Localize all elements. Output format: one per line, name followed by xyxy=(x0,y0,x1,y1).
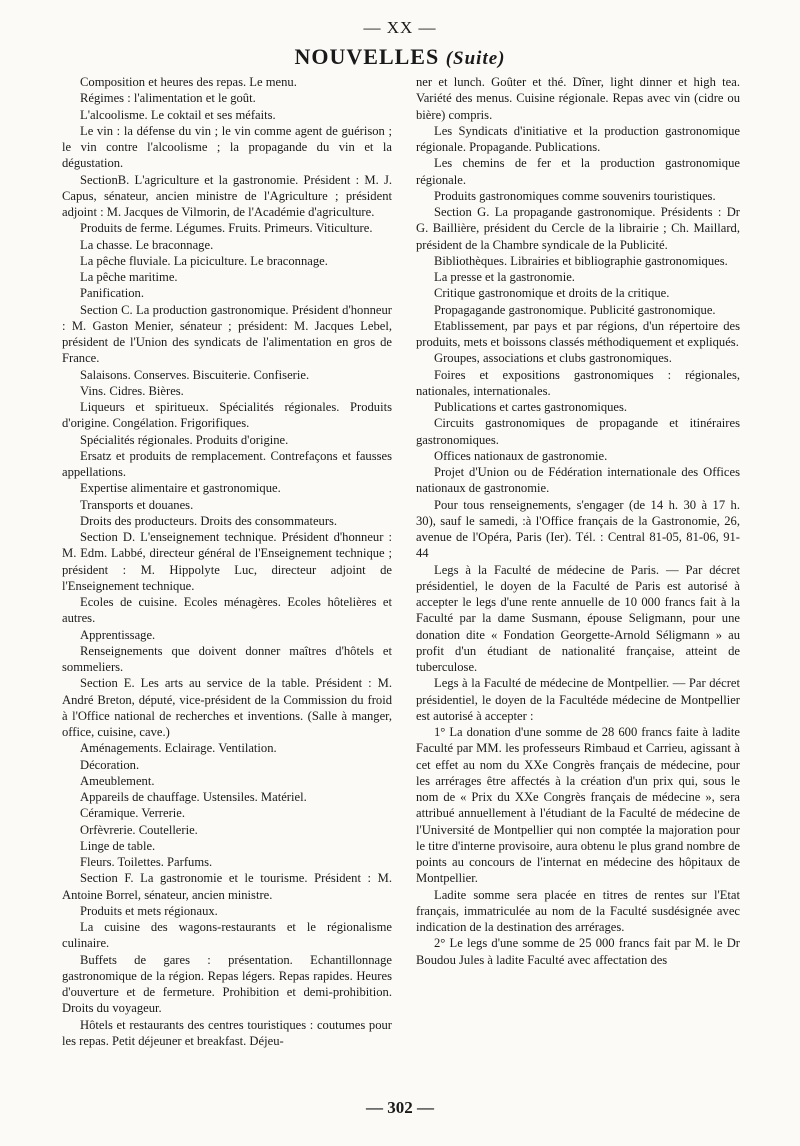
paragraph: La presse et la gastronomie. xyxy=(434,270,575,284)
paragraph: Régimes : l'alimentation et le goût. xyxy=(80,91,256,106)
paragraph: ner et lunch. Goûter et thé. Dîner, light dinner et high tea. Variété des menus. Cuisine régionale. Repas avec vin (cidre ou bière) compris. xyxy=(416,75,740,122)
paragraph: Legs à la Faculté de médecine de Paris. — Par décret présidentiel, le doyen de la Faculté de Paris est autorisé à accepter le legs d'une rente annuelle de 10 000 francs fait à la Faculté par la dame Susmann, épouse Seligmann, pour une donation dite « Fondation Georgette-Arnold Séligmann » au profit d'un étudiant de nationalité française, atteint de tuberculose. xyxy=(416,562,740,674)
paragraph: Les chemins de fer et la production gastronomique régionale. xyxy=(416,156,740,187)
paragraph: Bibliothèques. Librairies et bibliographie gastronomiques. xyxy=(434,253,728,268)
paragraph: Section E. Les arts au service de la table. Président : M. André Breton, député, vice-président de la Commission du froid à l'Office national de recherches et inventions. (Salle à manger, office, cuisine, cave.) xyxy=(62,676,392,739)
paragraph: Droits des producteurs. Droits des consommateurs. xyxy=(80,513,338,528)
paragraph: Offices nationaux de gastronomie. xyxy=(434,448,608,463)
paragraph: Expertise alimentaire et gastronomique. xyxy=(80,481,281,496)
paragraph: 2° Le legs d'une somme de 25 000 francs fait par M. le Dr Boudou Jules à ladite Faculté avec affectation des xyxy=(416,936,740,967)
paragraph: Pour tous renseignements, s'engager (de 14 h. 30 à 17 h. 30), sauf le samedi, :à l'Office français de la Gastronomie, 26, avenue de l'Opéra, Paris (Ier). Tél. : Central 81-05, 81-06, 91-44 xyxy=(416,497,740,561)
paragraph: La cuisine des wagons-restaurants et le régionalisme culinaire. xyxy=(62,920,392,951)
paragraph: Les Syndicats d'initiative et la production gastronomique régionale. Propagande. Publications. xyxy=(416,123,740,154)
paragraph: Appareils de chauffage. Ustensiles. Matériel. xyxy=(80,790,307,804)
paragraph: Transports et douanes. xyxy=(80,497,194,512)
paragraph: La chasse. Le braconnage. xyxy=(80,237,214,252)
paragraph: Panification. xyxy=(80,286,145,301)
paragraph: La pêche fluviale. La piciculture. Le braconnage. xyxy=(80,253,328,268)
page-title xyxy=(0,44,800,70)
paragraph: Spécialités régionales. Produits d'origine. xyxy=(80,432,289,447)
paragraph: Liqueurs et spiritueux. Spécialités régionales. Produits d'origine. Congélation. Frigorifiques. xyxy=(62,400,392,431)
paragraph: La pêche maritime. xyxy=(80,270,178,284)
title-suffix: (Suite) xyxy=(445,48,506,69)
paragraph: Composition et heures des repas. Le menu. xyxy=(80,75,297,89)
paragraph: Fleurs. Toilettes. Parfums. xyxy=(80,855,213,869)
paragraph: Produits gastronomiques comme souvenirs touristiques. xyxy=(434,188,716,203)
page-number: — 302 — xyxy=(366,1098,434,1117)
paragraph: Le vin : la défense du vin ; le vin comme agent de guérison ; le vin contre l'alcoolisme ; la propagande du vin et la dégustation. xyxy=(62,123,392,171)
paragraph: Section F. La gastronomie et le tourisme. Président : M. Antoine Borrel, sénateur, ancien ministre. xyxy=(62,871,392,902)
paragraph: Publications et cartes gastronomiques. xyxy=(434,400,628,414)
paragraph: Produits de ferme. Légumes. Fruits. Primeurs. Viticulture. xyxy=(80,221,373,236)
paragraph: Produits et mets régionaux. xyxy=(80,903,218,918)
paragraph: Section C. La production gastronomique. Président d'honneur : M. Gaston Menier, sénateur ; président: M. Jacques Lebel, président de l'Union des syndicats de l'alimentation en gros de France. xyxy=(62,302,392,366)
paragraph: Décoration. xyxy=(80,757,140,772)
paragraph: Circuits gastronomiques de propagande et itinéraires gastronomiques. xyxy=(416,416,740,447)
paragraph: Etablissement, par pays et par régions, d'un répertoire des produits, mets et boissons classés méthodiquement et expliqués. xyxy=(416,318,740,349)
paragraph: Section D. L'enseignement technique. Président d'honneur : M. Edm. Labbé, directeur général de l'Enseignement technique ; président : M. Hippolyte Luc, directeur adjoint de l'Enseignement technique. xyxy=(62,530,392,593)
paragraph: Ersatz et produits de remplacement. Contrefaçons et fausses appellations. xyxy=(62,448,392,479)
paragraph: Foires et expositions gastronomiques : régionales, nationales, internationales. xyxy=(416,367,740,398)
paragraph: L'alcoolisme. Le coktail et ses méfaits. xyxy=(80,107,276,122)
paragraph: Hôtels et restaurants des centres touristiques : coutumes pour les repas. Petit déjeuner et breakfast. Déjeu- xyxy=(62,1017,392,1048)
paragraph: Groupes, associations et clubs gastronomiques. xyxy=(434,351,672,366)
paragraph: Vins. Cidres. Bières. xyxy=(80,383,184,398)
paragraph: Legs à la Faculté de médecine de Montpellier. — Par décret présidentiel, le doyen de la Facultéde médecine de Montpellier est autorisé à accepter : xyxy=(416,676,740,723)
paragraph: Ecoles de cuisine. Ecoles ménagères. Ecoles hôtelières et autres. xyxy=(62,595,392,626)
paragraph: Section G. La propagande gastronomique. Présidents : Dr G. Baillière, président du Cercle de la librairie ; Ch. Maillard, président de la Chambre syndicale de la Publicité. xyxy=(416,205,740,252)
page-roman-numeral: — XX — xyxy=(363,18,437,37)
paragraph: Propagagande gastronomique. Publicité gastronomique. xyxy=(434,302,716,317)
paragraph: 1° La donation d'une somme de 28 600 francs faite à ladite Faculté par MM. les professeurs Rimbaud et Carrieu, agissant à cet effet au nom du XXe Congrès français de médecine, pour les arrérages être affectés à la création d'un prix qui, sous le nom de « Prix du XXe Congrès français de médecine », sera attribué annuellement à l'étudiant de la Faculté de médecine de l'Université de Montpellier qui non comptée la majoration pour le titre d'interne provisoire, aura obtenu le plus grand nombre de points au concours de l'internat en médecine des hôpitaux de Montpellier. xyxy=(416,725,740,886)
left-column xyxy=(62,74,392,1049)
paragraph: Aménagements. Eclairage. Ventilation. xyxy=(80,741,277,756)
paragraph: Céramique. Verrerie. xyxy=(80,806,186,821)
right-column xyxy=(416,74,740,968)
paragraph: SectionB. L'agriculture et la gastronomie. Président : M. J. Capus, sénateur, ancien ministre de l'Agriculture ; président adjoint : M. Jacques de Vilmorin, de l'Académie d'agriculture. xyxy=(62,172,392,219)
paragraph: Projet d'Union ou de Fédération internationale des Offices nationaux de gastronomie. xyxy=(416,465,740,496)
paragraph: Renseignements que doivent donner maîtres d'hôtels et sommeliers. xyxy=(62,643,392,674)
paragraph: Buffets de gares : présentation. Echantillonnage gastronomique de la région. Repas légers. Repas rapides. Heures d'ouverture et de fermeture. Prohibition et demi-prohibition. Droits du voyageur. xyxy=(62,952,392,1016)
paragraph: Apprentissage. xyxy=(80,627,156,642)
paragraph: Critique gastronomique et droits de la critique. xyxy=(434,286,670,301)
paragraph: Linge de table. xyxy=(80,838,156,853)
title-text: NOUVELLES xyxy=(294,44,440,69)
paragraph: Ladite somme sera placée en titres de rentes sur l'Etat français, immatriculée au nom de la Faculté susdésignée avec indication de la destination des arrérages. xyxy=(416,887,740,934)
paragraph: Ameublement. xyxy=(80,773,155,788)
paragraph: Salaisons. Conserves. Biscuiterie. Confiserie. xyxy=(80,367,310,382)
paragraph: Orfèvrerie. Coutellerie. xyxy=(80,822,198,837)
